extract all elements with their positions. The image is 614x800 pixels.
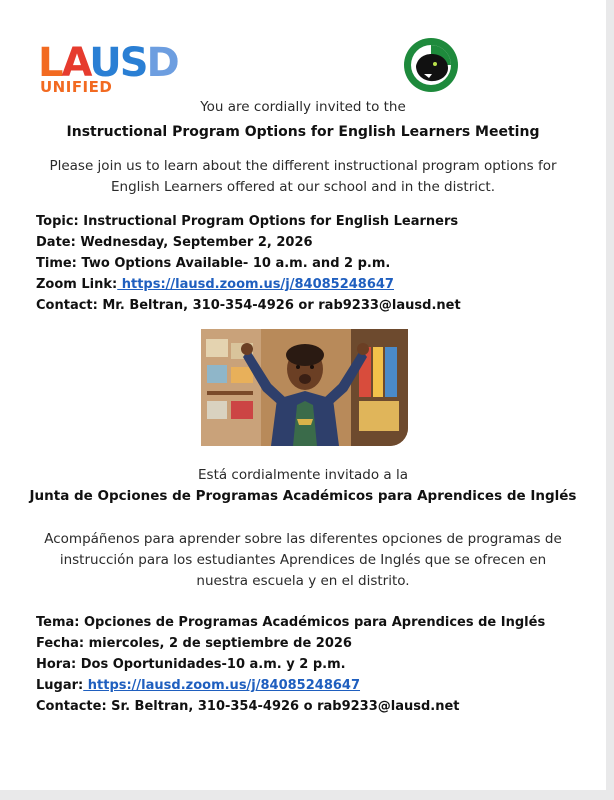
- hora-line: Hora: Dos Oportunidades-10 a.m. y 2 p.m.: [36, 657, 346, 672]
- spanish-title: Junta de Opciones de Programas Académicos para Aprendices de Inglés: [29, 488, 577, 504]
- logo-letter-a: A: [61, 40, 90, 86]
- spanish-intro: Está cordialmente invitado a la: [198, 467, 408, 483]
- date-line: Date: Wednesday, September 2, 2026: [36, 235, 313, 250]
- invitation-paragraph: Please join us to learn about the different instructional program options for English Learners offered at our school and in the district.: [49, 158, 557, 195]
- zoom-line: [36, 274, 394, 295]
- contact-line: Contact: Mr. Beltran, 310-354-4926 or rab9233@lausd.net: [36, 298, 461, 313]
- lausd-logo: [38, 40, 208, 96]
- spanish-paragraph: Acompáñenos para aprender sobre las diferentes opciones de programas de instrucción para los estudiantes Aprendices de Inglés que se ofrecen en nuestra escuela y en el distrito.: [44, 531, 562, 589]
- lugar-zoom-link[interactable]: https://lausd.zoom.us/j/84085248647: [83, 678, 361, 693]
- logo-subtitle: UNIFIED: [40, 78, 113, 96]
- time-line: Time: Two Options Available- 10 a.m. and 2 p.m.: [36, 256, 391, 271]
- logo-letter-s: S: [119, 40, 147, 86]
- panther-crest-icon: [402, 36, 460, 94]
- zoom-label: Zoom Link:: [36, 277, 118, 292]
- lugar-label: Lugar:: [36, 678, 84, 693]
- zoom-link[interactable]: https://lausd.zoom.us/j/84085248647: [117, 277, 394, 292]
- invitation-intro: You are cordially invited to the: [200, 99, 406, 115]
- lugar-line: [36, 675, 360, 696]
- logo-letter-d: D: [146, 40, 178, 86]
- fecha-line: Fecha: miercoles, 2 de septiembre de 2026: [36, 636, 352, 651]
- contacte-line: Contacte: Sr. Beltran, 310-354-4926 o rab9233@lausd.net: [36, 699, 460, 714]
- topic-line: Topic: Instructional Program Options for English Learners: [36, 214, 459, 229]
- logo-letter-l: L: [38, 40, 62, 86]
- logo-letter-u: U: [89, 40, 120, 86]
- student-photo: [201, 329, 408, 446]
- meeting-title: Instructional Program Options for English Learners Meeting: [66, 124, 540, 140]
- tema-line: Tema: Opciones de Programas Académicos para Aprendices de Inglés: [36, 615, 546, 630]
